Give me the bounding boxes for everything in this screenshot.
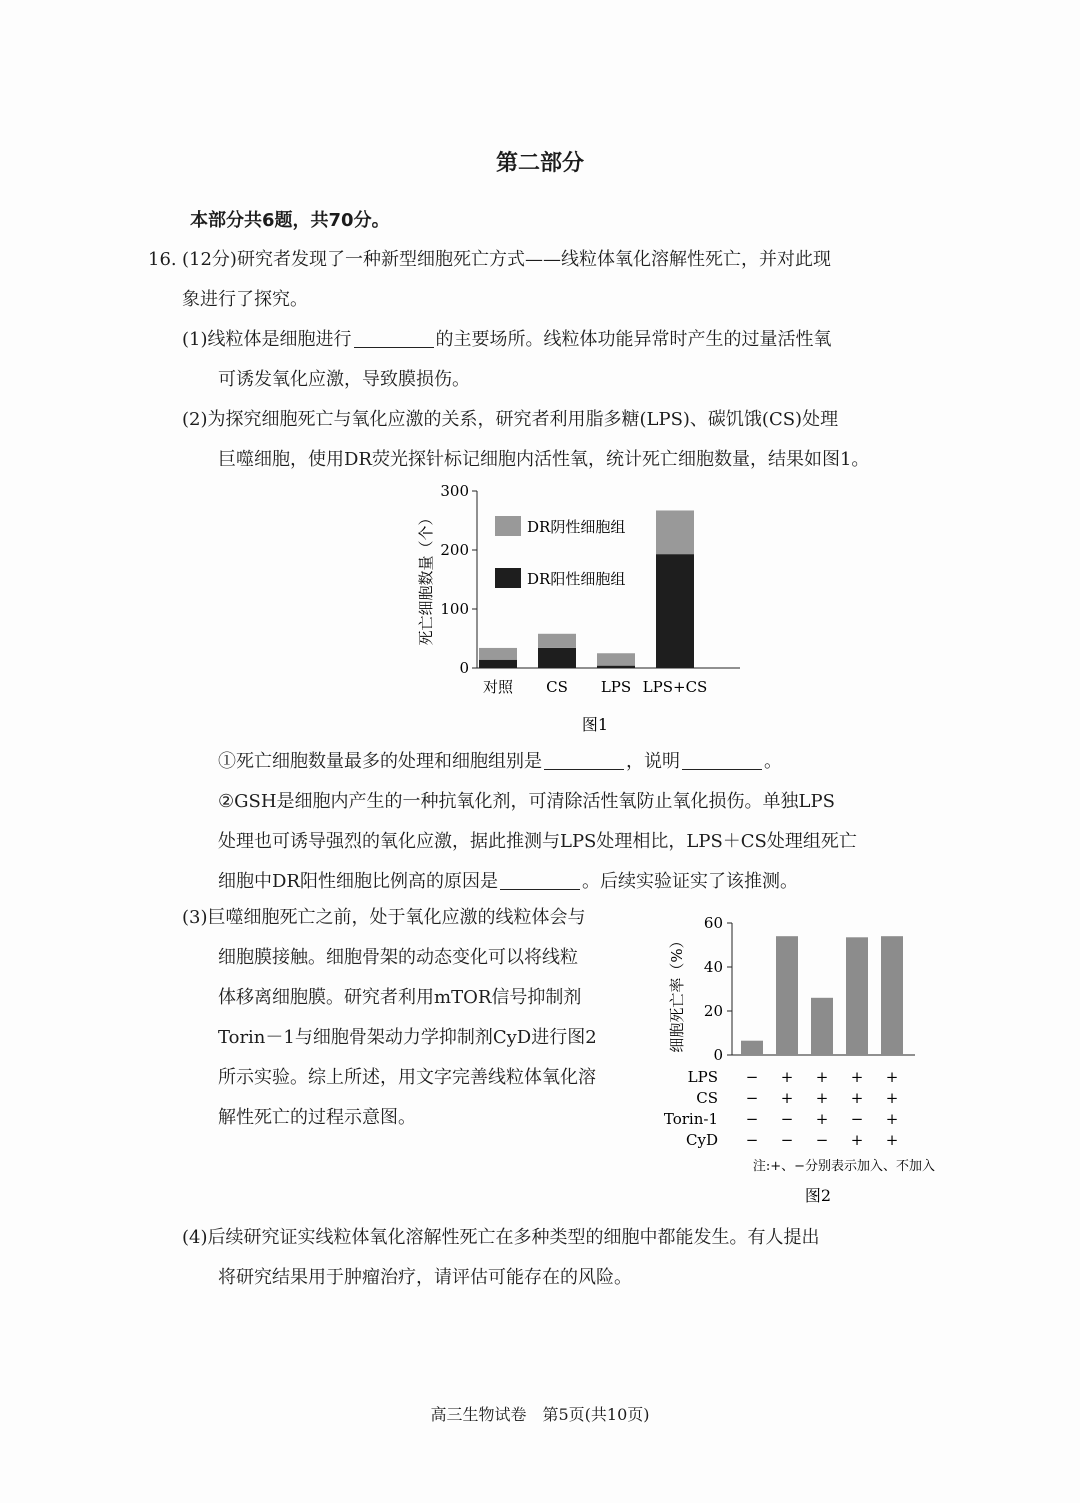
part-3-line-2: 细胞膜接触。细胞骨架的动态变化可以将线粒 bbox=[218, 947, 578, 968]
figure-2-y-tick-label: 60 bbox=[703, 914, 723, 932]
figure-2-sign: − bbox=[815, 1131, 829, 1149]
figure-2-bar bbox=[776, 936, 798, 1055]
figure-1-bar-positive bbox=[479, 660, 517, 668]
part-4 bbox=[182, 1218, 942, 1298]
figure-2-sign: + bbox=[780, 1089, 794, 1107]
part-2-line-2: 巨噬细胞，使用DR荧光探针标记细胞内活性氧，统计死亡细胞数量，结果如图1。 bbox=[218, 449, 870, 470]
figure-2-sign: + bbox=[885, 1110, 899, 1128]
figure-2-row-label: CyD bbox=[686, 1131, 718, 1149]
figure-2-sign: + bbox=[815, 1089, 829, 1107]
figure-2-y-label: 细胞死亡率（%） bbox=[668, 933, 686, 1053]
figure-2-sign: − bbox=[745, 1131, 759, 1149]
part-3-line-6: 解性死亡的过程示意图。 bbox=[218, 1107, 416, 1128]
figure-2-row-label: Torin-1 bbox=[663, 1110, 718, 1128]
part-3-line-4: Torin－1与细胞骨架动力学抑制剂CyD进行图2 bbox=[218, 1027, 597, 1048]
figure-2-note: 注:+、−分别表示加入、不加入 bbox=[752, 1159, 935, 1174]
figure-2-sign: − bbox=[780, 1131, 794, 1149]
figure-2-y-tick-label: 40 bbox=[703, 958, 723, 976]
figure-1-legend-label: DR阴性细胞组 bbox=[527, 518, 626, 536]
figure-1-chart bbox=[405, 478, 765, 743]
part-1-text-c: 可诱发氧化应激，导致膜损伤。 bbox=[218, 369, 470, 390]
figure-2-sign: + bbox=[885, 1089, 899, 1107]
figure-1-plot bbox=[417, 482, 740, 696]
page-footer: 高三生物试卷 第5页(共10页) bbox=[430, 1405, 650, 1424]
figure-1-y-label: 死亡细胞数量（个） bbox=[417, 510, 435, 646]
circle-2-text-c: 细胞中DR阳性细胞比例高的原因是 bbox=[218, 871, 498, 892]
figure-2-bar bbox=[846, 937, 868, 1055]
part-1 bbox=[182, 320, 942, 360]
figure-2-chart bbox=[660, 905, 950, 1210]
section-title: 第二部分 bbox=[495, 151, 584, 176]
figure-1-bar-positive bbox=[656, 554, 694, 668]
part-3-line-5: 所示实验。综上所述，用文字完善线粒体氧化溶 bbox=[218, 1067, 596, 1088]
answer-blank-1[interactable] bbox=[354, 329, 434, 348]
figure-2-sign: − bbox=[745, 1068, 759, 1086]
figure-2-sign: + bbox=[815, 1110, 829, 1128]
question-16-stem bbox=[182, 240, 942, 480]
figure-1-x-tick-label: LPS bbox=[600, 678, 632, 696]
part-4-line-2: 将研究结果用于肿瘤治疗，请评估可能存在的风险。 bbox=[218, 1267, 632, 1288]
figure-2-bar bbox=[811, 998, 833, 1055]
part-3 bbox=[182, 898, 652, 1138]
figure-2-sign: − bbox=[780, 1110, 794, 1128]
figure-1-legend-swatch bbox=[495, 568, 521, 588]
figure-2-sign: − bbox=[745, 1110, 759, 1128]
figure-1-bar-positive bbox=[538, 648, 576, 668]
part-3-line-3: 体移离细胞膜。研究者利用mTOR信号抑制剂 bbox=[218, 987, 582, 1008]
circle-1-text-a: ①死亡细胞数量最多的处理和细胞组别是 bbox=[218, 751, 542, 772]
figure-2-row-label: LPS bbox=[687, 1068, 718, 1086]
figure-2-y-tick-label: 20 bbox=[703, 1002, 723, 1020]
figure-2-sign: − bbox=[850, 1110, 864, 1128]
figure-2-row-label: CS bbox=[696, 1089, 718, 1107]
figure-2-sign: + bbox=[815, 1068, 829, 1086]
figure-1-x-tick-label: CS bbox=[546, 678, 568, 696]
figure-1-y-tick-label: 300 bbox=[440, 482, 469, 500]
part-1-text-b: 的主要场所。线粒体功能异常时产生的过量活性氧 bbox=[435, 329, 832, 350]
stem-line-1: (12分)研究者发现了一种新型细胞死亡方式——线粒体氧化溶解性死亡，并对此现 bbox=[182, 249, 831, 270]
part-2-line-1: (2)为探究细胞死亡与氧化应激的关系，研究者利用脂多糖(LPS)、碳饥饿(CS)处理 bbox=[182, 409, 839, 430]
circle-2-line-2: 处理也可诱导强烈的氧化应激，据此推测与LPS处理相比，LPS＋CS处理组死亡 bbox=[218, 831, 857, 852]
figure-2-sign: + bbox=[780, 1068, 794, 1086]
question-number: 16. bbox=[148, 249, 177, 270]
figure-2-sign: + bbox=[850, 1131, 864, 1149]
figure-2-caption: 图2 bbox=[804, 1186, 832, 1205]
figure-1-caption: 图1 bbox=[581, 715, 609, 734]
section-intro: 本部分共6题，共70分。 bbox=[190, 210, 390, 231]
figure-1-bar-negative bbox=[479, 648, 517, 660]
figure-2-plot bbox=[664, 914, 915, 1149]
figure-2-sign: + bbox=[885, 1131, 899, 1149]
figure-1-x-tick-label: 对照 bbox=[482, 678, 514, 696]
figure-1-y-tick-label: 200 bbox=[440, 541, 469, 559]
figure-1-bar-negative bbox=[597, 653, 635, 665]
figure-2-y-tick-label: 0 bbox=[713, 1046, 723, 1064]
part-1-text-a: (1)线粒体是细胞进行 bbox=[182, 329, 352, 350]
figure-2-sign: + bbox=[850, 1089, 864, 1107]
circle-2-text-d: 。后续实验证实了该推测。 bbox=[581, 871, 798, 892]
question-circle-1 bbox=[182, 742, 942, 782]
part-2-questions bbox=[182, 742, 942, 902]
figure-1-legend-swatch bbox=[495, 516, 521, 536]
part-4-line-1: (4)后续研究证实线粒体氧化溶解性死亡在多种类型的细胞中都能发生。有人提出 bbox=[182, 1227, 820, 1248]
answer-blank-2[interactable] bbox=[544, 751, 624, 770]
part-3-line-1: (3)巨噬细胞死亡之前，处于氧化应激的线粒体会与 bbox=[182, 907, 586, 928]
stem-line-2: 象进行了探究。 bbox=[182, 289, 308, 310]
figure-1-bar-negative bbox=[538, 634, 576, 648]
figure-2-sign: + bbox=[885, 1068, 899, 1086]
circle-1-text-c: 。 bbox=[764, 751, 782, 772]
figure-1-bar-negative bbox=[656, 510, 694, 554]
figure-1-x-tick-label: LPS+CS bbox=[642, 678, 708, 696]
answer-blank-3[interactable] bbox=[682, 751, 762, 770]
answer-blank-4[interactable] bbox=[500, 871, 580, 890]
figure-2-sign: + bbox=[850, 1068, 864, 1086]
circle-2-line-3 bbox=[182, 862, 942, 902]
figure-1-y-tick-label: 100 bbox=[440, 600, 469, 618]
figure-2-sign: − bbox=[745, 1089, 759, 1107]
figure-1-y-tick-label: 0 bbox=[459, 659, 469, 677]
figure-2-bar bbox=[881, 936, 903, 1055]
circle-1-text-b: ，说明 bbox=[626, 751, 680, 772]
figure-2-bar bbox=[741, 1041, 763, 1055]
figure-1-bar-positive bbox=[597, 666, 635, 668]
circle-2-line-1: ②GSH是细胞内产生的一种抗氧化剂，可清除活性氧防止氧化损伤。单独LPS bbox=[218, 791, 835, 812]
figure-1-legend-label: DR阳性细胞组 bbox=[527, 570, 626, 588]
